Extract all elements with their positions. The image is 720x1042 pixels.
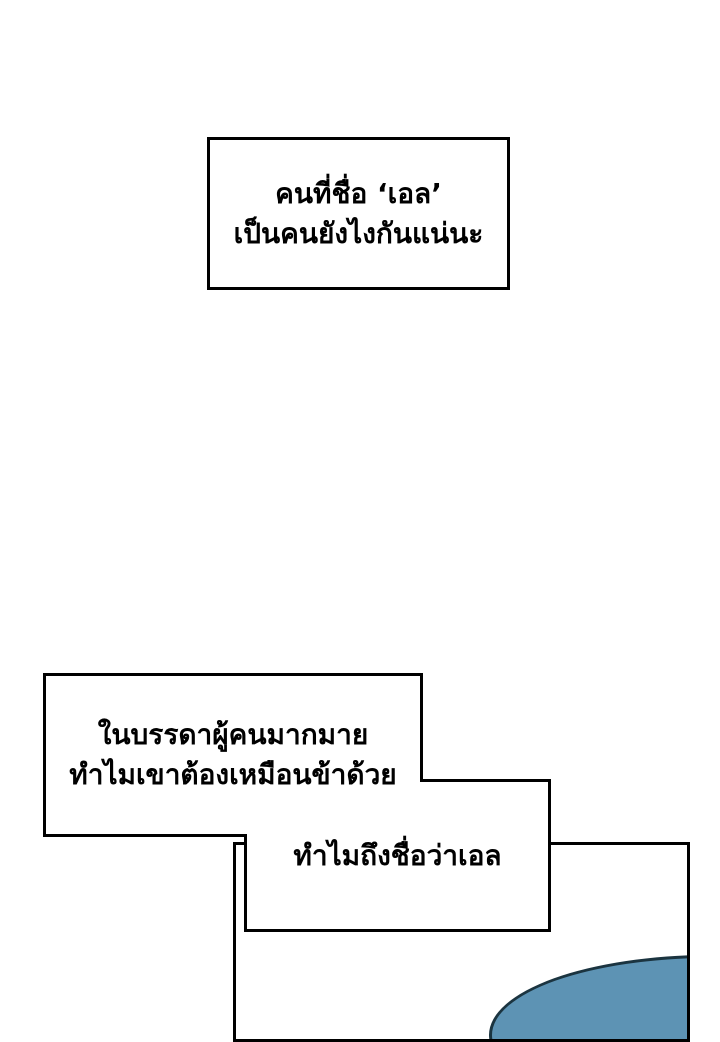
thought-box-3-line-1: ทำไมถึงชื่อว่าเอล	[293, 838, 502, 872]
thought-box-1-line-1: คนที่ชื่อ ‘เอล’	[275, 176, 442, 210]
thought-box-2-line-1: ในบรรดาผู้คนมากมาย	[97, 718, 369, 751]
thought-box-1-line-2: เป็นคนยังไงกันแน่นะ	[233, 216, 484, 250]
bubble-merge-mask-left	[243, 783, 251, 834]
thought-box-3	[244, 779, 551, 932]
blue-dome-shape	[489, 955, 690, 1042]
thought-box-2-line-2: ทำไมเขาต้องเหมือนข้าด้วย	[69, 758, 397, 791]
thought-box-1	[207, 137, 510, 290]
bubble-merge-mask-top	[243, 777, 420, 785]
